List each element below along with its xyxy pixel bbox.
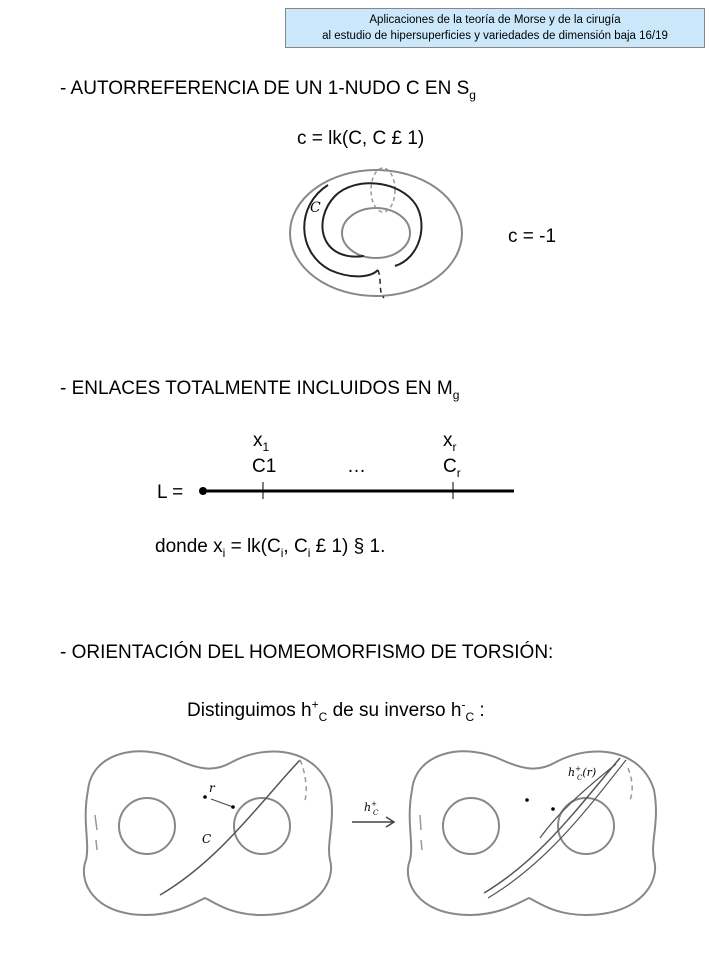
hc-r-label: h+ C(r) [568,765,597,782]
twist-arrow [352,800,394,827]
arrow-h-label: h+ C [364,800,379,817]
section1-heading: - AUTORREFERENCIA DE UN 1-NUDO C EN $S_g$ [60,78,476,102]
header-line-1: Aplicaciones de la teoría de Morse y de la cirugía [369,14,621,26]
x1-label: $x_1$ [253,430,270,454]
cr-label: $C_r$ [443,456,461,480]
r-label: r [209,781,215,795]
donde-formula: donde $x_i = lk(C_i$, $C_i$ £ 1) § 1. [155,536,386,560]
C-label: C [202,832,212,846]
section1-formula: c = lk(C, C £ 1) [297,128,425,149]
surface-right [408,751,656,915]
L-equals-label: L = [157,482,184,503]
surface-left [84,751,332,915]
section1-result: c = -1 [508,226,557,247]
dots-label: … [347,456,366,477]
c1-label: C1 [252,456,277,477]
header-line-2: al estudio de hipersuperficies y variedades de dimensión baja 16/19 [322,30,668,42]
distinguimos-text: Distinguimos $h^+_C$ de su inverso $h^-_C$ : [187,697,485,724]
section3-heading: - ORIENTACIÓN DEL HOMEOMORFISMO DE TORSIÓN: [60,642,554,663]
knot-C-label: C [310,200,321,216]
section2-heading: - ENLACES TOTALMENTE INCLUIDOS EN $M_g$ [60,378,460,402]
xr-label: $x_r$ [443,430,457,454]
